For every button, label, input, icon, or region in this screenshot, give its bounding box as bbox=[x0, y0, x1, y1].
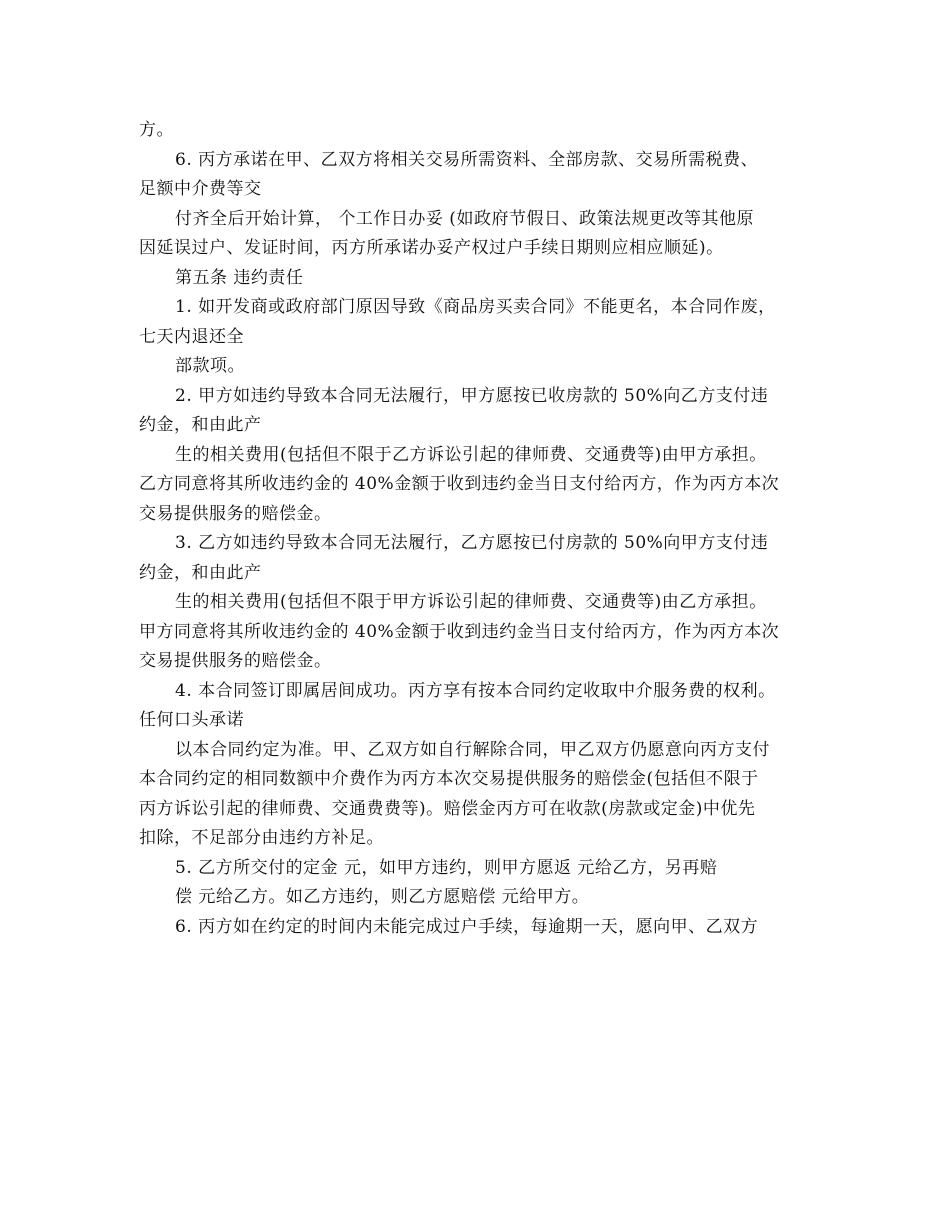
text-line: 约金，和由此产 bbox=[139, 562, 262, 583]
text-line: 第五条 违约责任 bbox=[175, 267, 304, 288]
text-line: 交易提供服务的赔偿金。 bbox=[139, 651, 332, 671]
document-body bbox=[139, 116, 829, 942]
text-line: 以本合同约定为准。甲、乙双方如自行解除合同，甲乙双方仍愿意向丙方支付 bbox=[175, 739, 770, 760]
text-line: 交易提供服务的赔偿金。 bbox=[139, 503, 332, 524]
text-line: 甲方同意将其所收违约金的 40%金额于收到违约金当日支付给丙方，作为丙方本次 bbox=[139, 621, 780, 642]
text-line: 生的相关费用(包括但不限于甲方诉讼引起的律师费、交通费等)由乙方承担。 bbox=[175, 592, 767, 612]
text-line: 付齐全后开始计算， 个工作日办妥 (如政府节假日、政策法规更改等其他原 bbox=[175, 208, 754, 229]
text-line: 3. 乙方如违约导致本合同无法履行，乙方愿按已付房款的 50%向甲方支付违 bbox=[175, 533, 769, 553]
text-line: 5. 乙方所交付的定金 元，如甲方违约，则甲方愿返 元给乙方，另再赔 bbox=[175, 857, 718, 878]
text-line: 足额中介费等交 bbox=[139, 179, 262, 199]
text-line: 因延误过户、发证时间，丙方所承诺办妥产权过户手续日期则应相应顺延)。 bbox=[139, 238, 724, 258]
text-line: 方。 bbox=[139, 120, 174, 140]
text-line: 1. 如开发商或政府部门原因导致《商品房买卖合同》不能更名，本合同作废， bbox=[175, 297, 776, 317]
text-line: 偿 元给乙方。如乙方违约，则乙方愿赔偿 元给甲方。 bbox=[175, 887, 590, 907]
text-line: 乙方同意将其所收违约金的 40%金额于收到违约金当日支付给丙方，作为丙方本次 bbox=[139, 474, 780, 494]
text-line: 任何口头承诺 bbox=[139, 710, 244, 730]
text-line: 部款项。 bbox=[175, 356, 245, 376]
text-line: 七天内退还全 bbox=[139, 326, 244, 347]
text-line: 丙方诉讼引起的律师费、交通费费等)。赔偿金丙方可在收款(房款或定金)中优先 bbox=[139, 798, 756, 819]
text-line: 6. 丙方承诺在甲、乙双方将相关交易所需资料、全部房款、交易所需税费、 bbox=[175, 149, 759, 170]
text-line: 生的相关费用(包括但不限于乙方诉讼引起的律师费、交通费等)由甲方承担。 bbox=[175, 444, 767, 465]
text-line: 本合同约定的相同数额中介费作为丙方本次交易提供服务的赔偿金(包括但不限于 bbox=[139, 769, 759, 789]
text-line: 4. 本合同签订即属居间成功。丙方享有按本合同约定收取中介服务费的权利。 bbox=[175, 680, 776, 701]
text-line: 6. 丙方如在约定的时间内未能完成过户手续，每逾期一天，愿向甲、乙双方 bbox=[175, 916, 759, 937]
text-line: 2. 甲方如违约导致本合同无法履行，甲方愿按已收房款的 50%向乙方支付违 bbox=[175, 385, 769, 406]
text-line: 约金，和由此产 bbox=[139, 415, 262, 435]
text-line: 扣除，不足部分由违约方补足。 bbox=[139, 828, 384, 848]
